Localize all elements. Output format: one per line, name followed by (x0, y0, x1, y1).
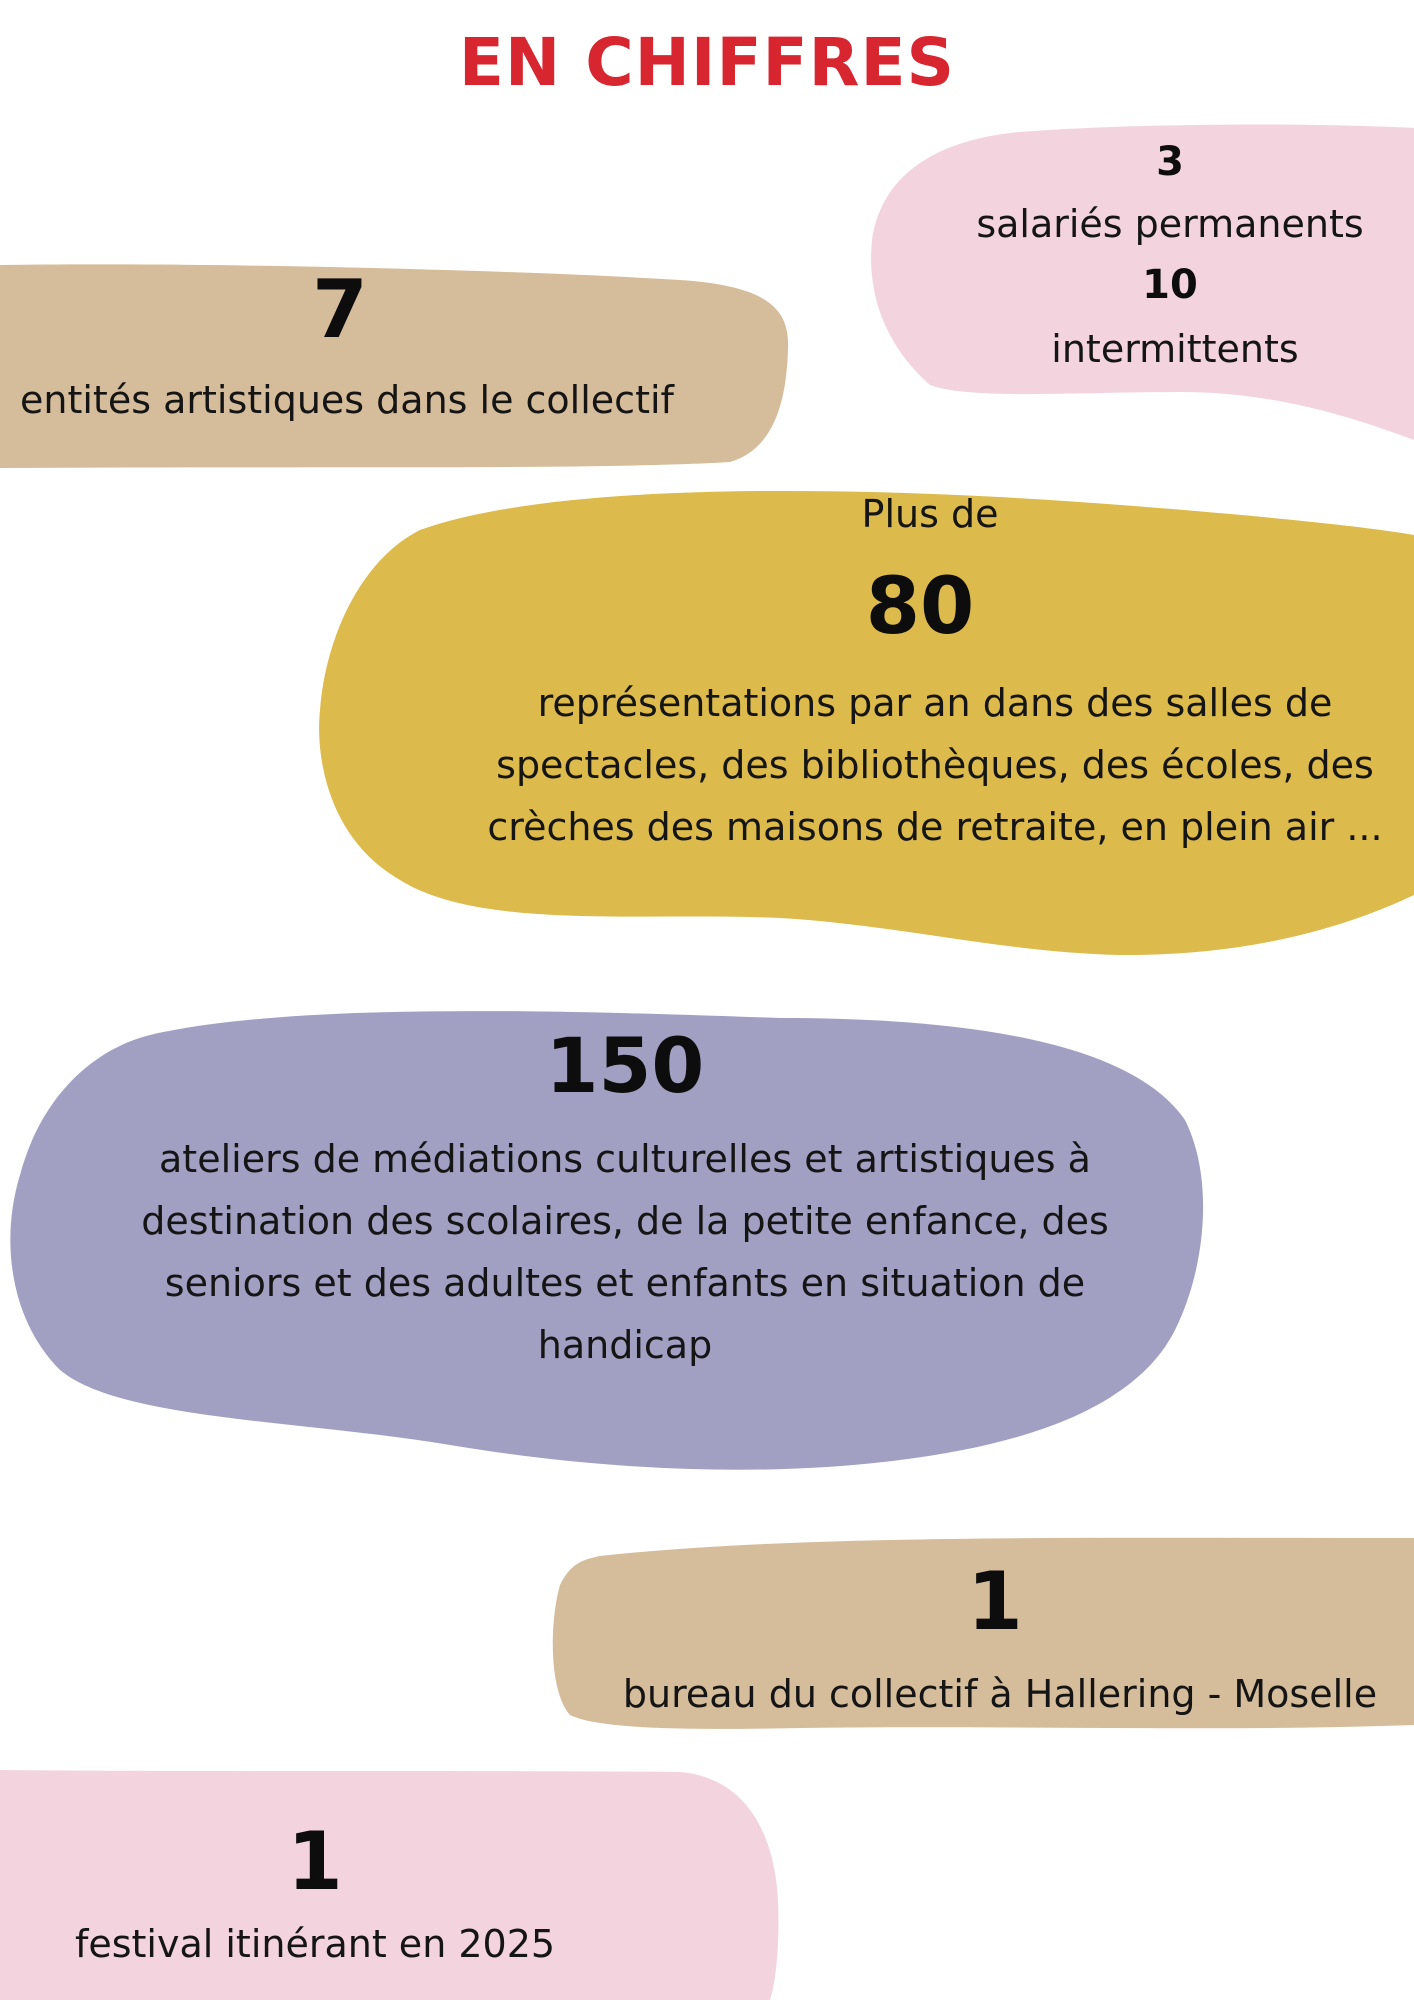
office-count: 1 (967, 1555, 1023, 1648)
intermittent-label: intermittents (1051, 327, 1299, 371)
entities-count: 7 (312, 263, 368, 356)
shows-prefix: Plus de (861, 492, 999, 536)
shows-text-line-2: spectacles, des bibliothèques, des écoles, des (496, 743, 1374, 787)
page-title: EN CHIFFRES (458, 24, 956, 101)
shows-count: 80 (865, 562, 975, 652)
permanent-staff-count: 3 (1156, 139, 1184, 185)
permanent-staff-label: salariés permanents (976, 202, 1364, 246)
festival-count: 1 (287, 1815, 343, 1908)
workshops-count: 150 (545, 1021, 705, 1110)
shows-text-line-1: représentations par an dans des salles de (537, 681, 1333, 725)
shows-text-line-3: crèches des maisons de retraite, en plein air ... (487, 805, 1383, 849)
festival-label: festival itinérant en 2025 (74, 1922, 556, 1966)
workshops-text-line-1: ateliers de médiations culturelles et artistiques à (159, 1137, 1091, 1181)
entities-label: entités artistiques dans le collectif (20, 378, 674, 422)
intermittent-count: 10 (1142, 262, 1198, 308)
workshops-text-line-2: destination des scolaires, de la petite enfance, des (141, 1199, 1109, 1243)
workshops-text-line-3: seniors et des adultes et enfants en situation de (164, 1261, 1086, 1305)
workshops-text-line-4: handicap (537, 1323, 713, 1367)
office-label: bureau du collectif à Hallering - Moselle (622, 1672, 1378, 1716)
